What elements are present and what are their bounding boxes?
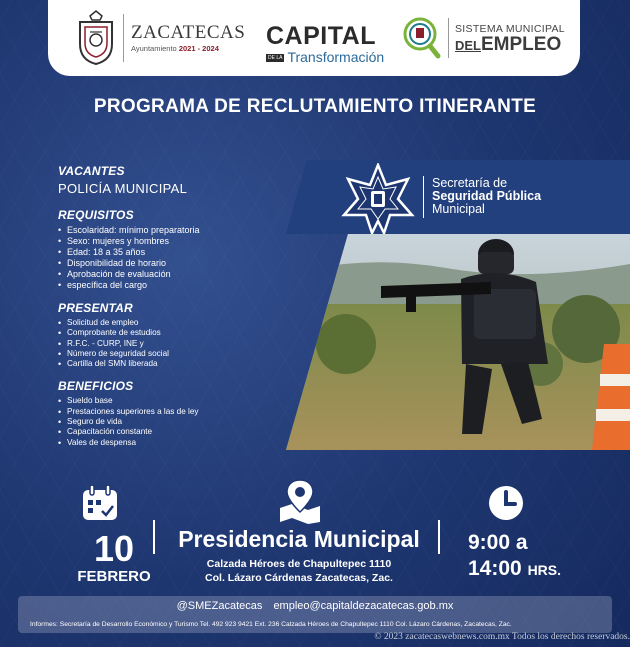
list-item: • Número de seguridad social xyxy=(58,349,288,359)
beneficios-heading: BENEFICIOS xyxy=(58,379,134,394)
list-item: • Sueldo base xyxy=(58,396,288,406)
ssp-line1: Secretaría de xyxy=(432,176,508,190)
calendar-icon xyxy=(80,484,120,522)
event-time xyxy=(468,530,561,583)
zacatecas-shield-icon xyxy=(76,10,116,66)
address-line1: Calzada Héroes de Chapultepec 1110 xyxy=(206,558,392,570)
ayuntamiento-label: Ayuntamiento xyxy=(131,44,177,53)
presentar-list xyxy=(58,318,288,369)
list-item: • específica del cargo xyxy=(58,280,288,291)
beneficios-list xyxy=(58,396,288,447)
list-item: • Vales de despensa xyxy=(58,438,288,448)
vacante-value: POLICÍA MUNICIPAL xyxy=(58,181,188,196)
sme-empleo: EMPLEO xyxy=(481,33,562,55)
list-item: • Edad: 18 a 35 años xyxy=(58,247,288,258)
zacatecas-logo xyxy=(76,10,245,66)
header-bar xyxy=(48,0,580,76)
capital-subtitle: Transformación xyxy=(287,49,385,65)
ssp-text xyxy=(432,177,541,216)
clock-icon xyxy=(487,484,525,522)
ayuntamiento-line xyxy=(131,44,245,53)
presentar-heading: PRESENTAR xyxy=(58,301,133,315)
police-star-badge-icon xyxy=(340,163,416,235)
divider-left xyxy=(153,520,155,554)
sme-magnifier-icon xyxy=(402,16,442,60)
list-item: • Solicitud de empleo xyxy=(58,318,288,328)
requirements-column xyxy=(58,164,288,458)
capital-logo xyxy=(266,24,384,64)
watermark: © 2023 zacatecaswebnews.com.mx Todos los derechos reservados. xyxy=(374,632,630,642)
list-item: • Capacitación constante xyxy=(58,427,288,437)
divider-right xyxy=(438,520,440,554)
page-title: PROGRAMA DE RECLUTAMIENTO ITINERANTE xyxy=(93,96,537,117)
ssp-line3: Municipal xyxy=(432,202,485,216)
ssp-line2: Seguridad Pública xyxy=(432,189,542,203)
venue-address xyxy=(164,557,434,585)
contact-line xyxy=(0,600,630,612)
list-item: • Seguro de vida xyxy=(58,417,288,427)
list-item: • R.F.C. - CURP, INE y xyxy=(58,339,288,349)
zacatecas-title: ZACATECAS xyxy=(131,22,246,43)
sme-top-text: SISTEMA MUNICIPAL xyxy=(455,22,565,35)
vacantes-heading: VACANTES xyxy=(58,164,125,178)
sme-bottom-line xyxy=(455,35,565,54)
time-start: 9:00 a xyxy=(468,531,528,554)
list-item: • Disponibilidad de horario xyxy=(58,258,288,269)
capital-title: CAPITAL xyxy=(266,22,376,50)
informes-text: Informes: Secretaría de Desarrollo Económico y Turismo Tel. 492 923 9421 Ext. 236 Calzada Héroes de Chapultepec 1110 Col. Lázaro Cárdenas, Zacatecas, Zac. xyxy=(30,621,512,628)
event-day: 10 xyxy=(93,528,135,569)
social-handle[interactable]: @SMEZacatecas xyxy=(176,600,263,612)
list-item: • Sexo: mujeres y hombres xyxy=(58,236,288,247)
list-item: • Cartilla del SMN liberada xyxy=(58,359,288,369)
sme-del: DEL xyxy=(455,37,481,53)
list-item: • Aprobación de evaluación xyxy=(58,269,288,280)
contact-email[interactable]: empleo@capitaldezacatecas.gob.mx xyxy=(273,600,454,612)
venue-title: Presidencia Municipal xyxy=(178,526,420,552)
map-location-icon xyxy=(276,478,324,524)
requisitos-list xyxy=(58,225,288,291)
capital-subtitle-line xyxy=(266,50,384,64)
ssp-divider xyxy=(423,176,424,218)
address-line2: Col. Lázaro Cárdenas Zacatecas, Zac. xyxy=(205,572,393,584)
list-item: • Prestaciones superiores a las de ley xyxy=(58,407,288,417)
sme-logo xyxy=(402,16,565,60)
list-item: • Comprobante de estudios xyxy=(58,328,288,338)
requisitos-heading: REQUISITOS xyxy=(58,208,134,222)
event-month: FEBRERO xyxy=(77,568,151,585)
venue-block xyxy=(164,526,434,585)
time-unit: HRS. xyxy=(527,562,562,578)
time-end: 14:00 xyxy=(468,557,522,580)
time-end-line xyxy=(468,556,561,583)
list-item: • Escolaridad: mínimo preparatoria xyxy=(58,225,288,236)
ayuntamiento-years: 2021 - 2024 xyxy=(178,44,219,53)
capital-badge: DE LA xyxy=(268,54,283,61)
